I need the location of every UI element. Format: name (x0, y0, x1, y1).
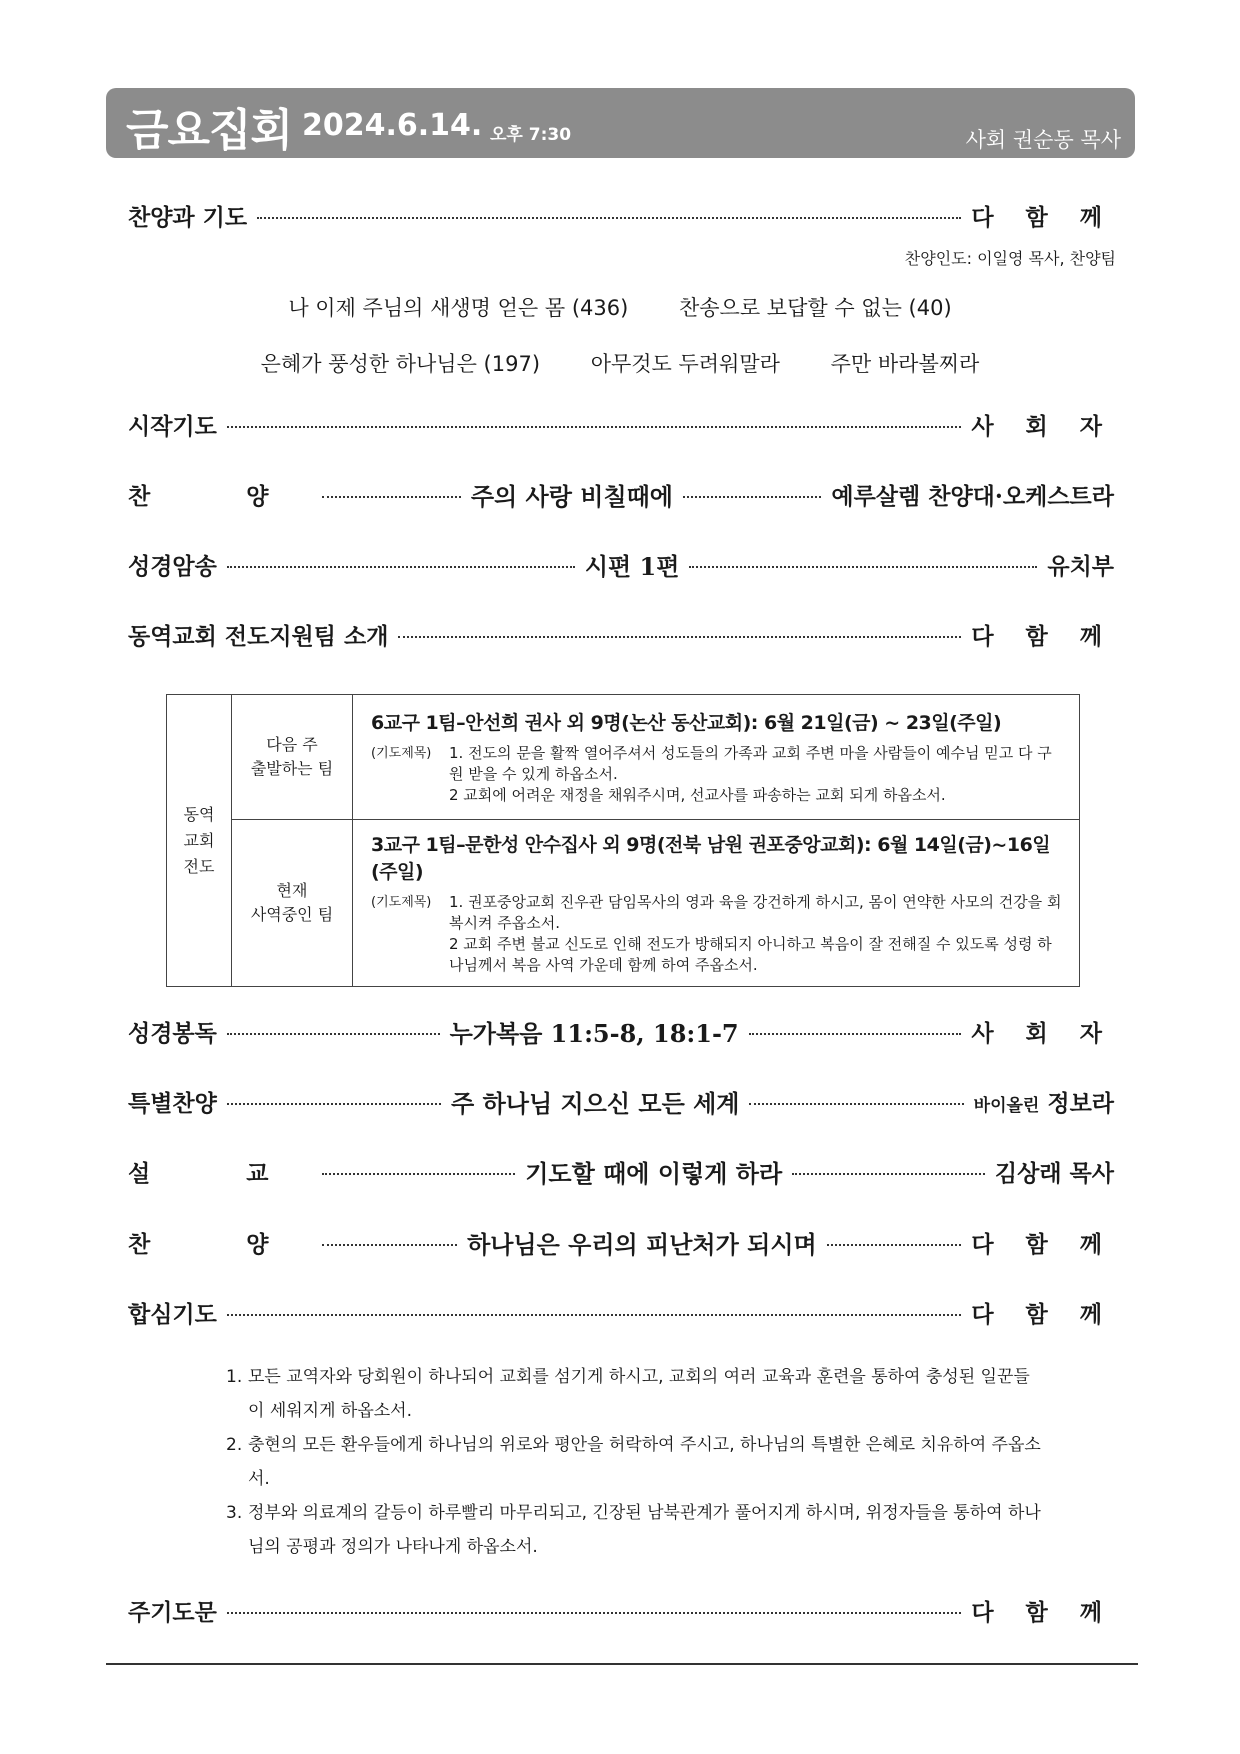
dot-leader (227, 1612, 961, 1614)
prayer-item: 2 교회에 어려운 재정을 채워주시며, 선교사를 파송하는 교회 되게 하옵소서. (449, 786, 946, 804)
order-right: 다 함 께 (971, 1300, 1114, 1328)
order-label: 설 교 (128, 1159, 313, 1187)
unison-prayer-list (226, 1360, 1046, 1564)
list-item: 2. 충현의 모든 환우들에게 하나님의 위로와 평안을 허락하여 주시고, 하나님의 특별한 은혜로 치유하여 주옵소서. (226, 1435, 1041, 1489)
dot-leader (683, 496, 821, 498)
team-detail-cell (353, 820, 1080, 987)
order-right: 다 함 께 (971, 1598, 1114, 1626)
prayer-tag: (기도제목) (371, 746, 432, 761)
order-label: 찬양과 기도 (128, 203, 248, 231)
presider: 사회 권순동 목사 (965, 128, 1121, 152)
order-scripture (128, 1011, 1114, 1051)
order-special-music (128, 1081, 1114, 1121)
order-right: 유치부 (1047, 552, 1115, 580)
order-right: 다 함 께 (971, 1230, 1114, 1258)
dot-leader (257, 217, 961, 219)
order-sermon (128, 1151, 1114, 1191)
order-hymn-2 (128, 1222, 1114, 1262)
dot-leader (227, 566, 575, 568)
order-mission-intro (128, 614, 1114, 654)
service-title: 금요집회 (126, 105, 293, 156)
table-row (167, 820, 1080, 987)
dot-leader (398, 636, 961, 638)
service-date: 2024.6.14. (302, 108, 483, 143)
order-right: 다 함 께 (971, 622, 1114, 650)
dot-leader (227, 1103, 441, 1105)
status-cell: 다음 주 출발하는 팀 (232, 695, 353, 820)
order-label: 특별찬양 (128, 1089, 217, 1117)
prayer-item: (기도제목) 1. 전도의 문을 활짝 열어주셔서 성도들의 가족과 교회 주변 마을 사람들이 예수님 믿고 다 구원 받을 수 있게 하옵소서. (371, 744, 1052, 783)
order-hymn-1 (128, 474, 1114, 514)
order-recitation (128, 544, 1114, 584)
bottom-divider (106, 1663, 1138, 1665)
prayer-item: 2 교회 주변 불교 신도로 인해 전도가 방해되지 아니하고 복음이 잘 전해질 수 있도록 성령 하나님께서 복음 사역 가운데 함께 하여 주옵소서. (449, 935, 1052, 974)
order-title: 누가복음 11:5-8, 18:1-7 (449, 1018, 739, 1048)
header-bar (106, 88, 1135, 158)
dot-leader (227, 1314, 961, 1316)
order-lords-prayer (128, 1590, 1114, 1630)
dot-leader (227, 1033, 440, 1035)
order-right: 바이올린 정보라 (973, 1089, 1115, 1117)
order-opening-prayer (128, 404, 1114, 444)
dot-leader (749, 1103, 963, 1105)
order-title: 시편 1편 (584, 551, 680, 581)
dot-leader (322, 1244, 457, 1246)
order-unison-prayer (128, 1292, 1114, 1332)
team-info: 3교구 1팀–문한성 안수집사 외 9명(전북 남원 권포중앙교회): 6월 14일(금)~16일(주일) (371, 834, 1051, 883)
song: 은혜가 풍성한 하나님은 (197) (260, 352, 541, 376)
song-list-line-2 (0, 348, 1240, 378)
order-right: 사 회 자 (971, 1019, 1114, 1047)
order-title: 기도할 때에 이렇게 하라 (525, 1158, 783, 1188)
dot-leader (792, 1173, 985, 1175)
mission-team-table (166, 694, 1080, 987)
order-title: 주의 사랑 비칠때에 (470, 481, 673, 511)
prayer-tag: (기도제목) (371, 895, 432, 910)
dot-leader (689, 566, 1037, 568)
dot-leader (322, 496, 460, 498)
song-list-line-1 (0, 292, 1240, 322)
list-item: 1. 모든 교역자와 당회원이 하나되어 교회를 섬기게 하시고, 교회의 여러 교육과 훈련을 통하여 충성된 일꾼들이 세워지게 하옵소서. (226, 1367, 1030, 1421)
list-item: 3. 정부와 의료계의 갈등이 하루빨리 마무리되고, 긴장된 남북관계가 풀어지게 하시며, 위정자들을 통하여 하나님의 공평과 정의가 나타나게 하옵소서. (226, 1503, 1041, 1557)
order-label: 동역교회 전도지원팀 소개 (128, 622, 389, 650)
order-label: 합심기도 (128, 1300, 217, 1328)
order-praise-prayer (128, 195, 1114, 235)
song: 아무것도 두려워말라 (590, 352, 780, 376)
status-cell: 현재 사역중인 팀 (232, 820, 353, 987)
team-detail-cell (353, 695, 1080, 820)
praise-leader: 찬양인도: 이일영 목사, 찬양팀 (904, 249, 1116, 268)
song: 주만 바라볼찌라 (830, 352, 980, 376)
order-right: 다 함 께 (971, 203, 1114, 231)
service-time: 오후 7:30 (490, 125, 572, 145)
prayer-item: (기도제목) 1. 권포중앙교회 진우관 담임목사의 영과 육을 강건하게 하시고, 몸이 연약한 사모의 건강을 회복시켜 주옵소서. (371, 893, 1062, 932)
order-title: 주 하나님 지으신 모든 세계 (451, 1088, 740, 1118)
dot-leader (322, 1173, 515, 1175)
table-row (167, 695, 1080, 820)
order-label: 찬 양 (128, 1230, 313, 1258)
order-right: 예루살렘 찬양대·오케스트라 (831, 482, 1114, 510)
song: 나 이제 주님의 새생명 얻은 몸 (436) (288, 296, 629, 320)
order-label: 찬 양 (128, 482, 313, 510)
order-label: 성경암송 (128, 552, 217, 580)
order-title: 하나님은 우리의 피난처가 되시며 (467, 1229, 817, 1259)
order-right: 사 회 자 (971, 412, 1114, 440)
order-right: 김상래 목사 (994, 1159, 1114, 1187)
order-label: 주기도문 (128, 1598, 217, 1626)
song: 찬송으로 보답할 수 없는 (40) (678, 296, 952, 320)
team-info: 6교구 1팀–안선희 권사 외 9명(논산 동산교회): 6월 21일(금) ~ 23일(주일) (371, 712, 1002, 734)
dot-leader (227, 426, 961, 428)
category-cell: 동역 교회 전도 (167, 695, 232, 987)
order-label: 성경봉독 (128, 1019, 217, 1047)
dot-leader (827, 1244, 962, 1246)
dot-leader (749, 1033, 962, 1035)
order-label: 시작기도 (128, 412, 217, 440)
